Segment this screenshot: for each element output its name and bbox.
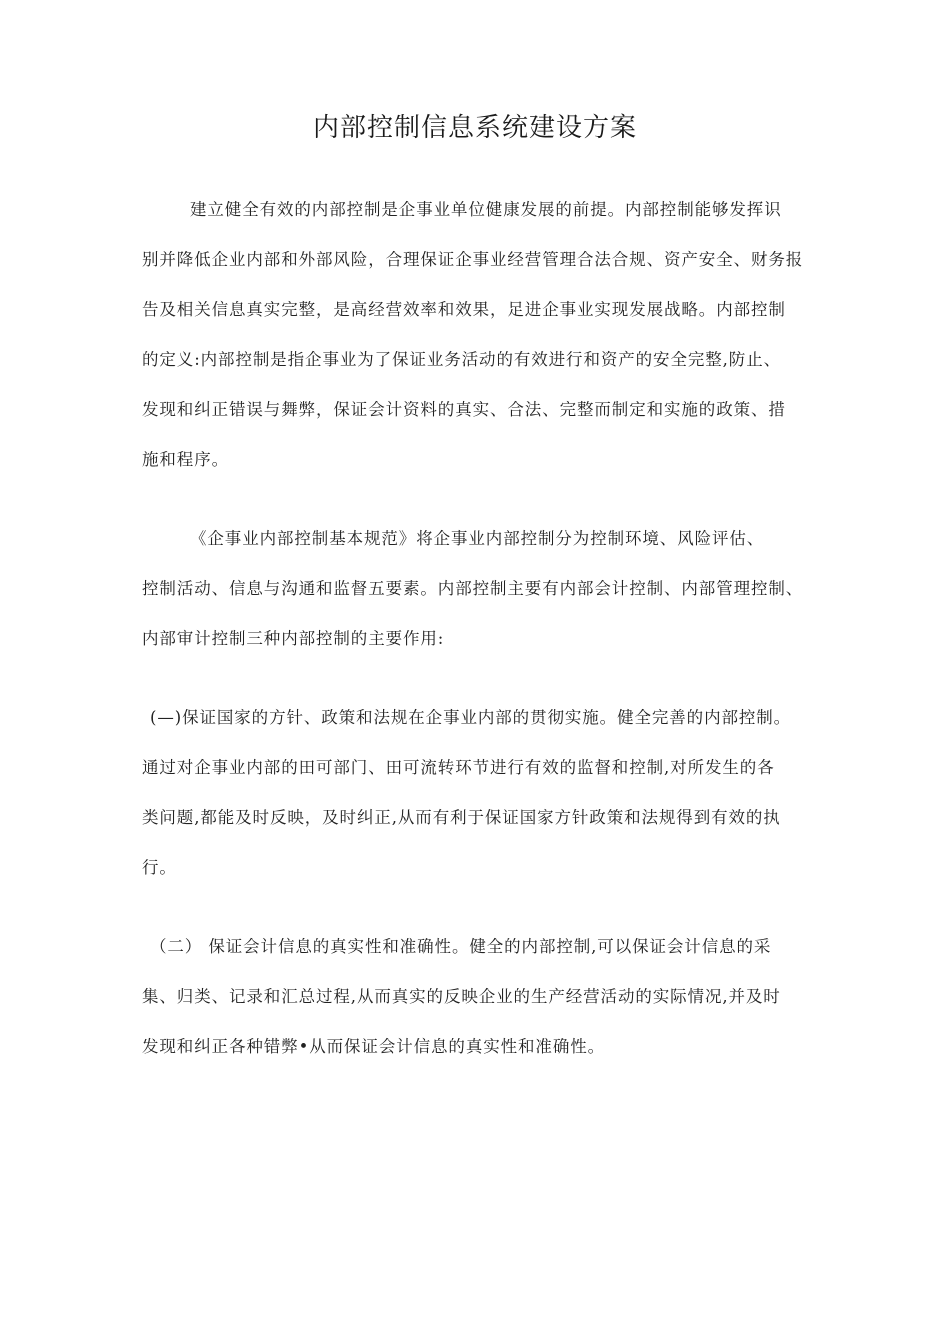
paragraph-3-line-4: 行。: [142, 858, 177, 877]
document-title: 内部控制信息系统建设方案: [312, 113, 637, 143]
paragraph-2-line-1: 《企事业内部控制基本规范》将企事业内部控制分为控制环境、风险评估、: [190, 529, 765, 548]
paragraph-2-line-3: 内部审计控制三种内部控制的主要作用:: [142, 629, 445, 648]
paragraph-4-line-2: 集、归类、记录和汇总过程,从而真实的反映企业的生产经营活动的实际情况,并及时: [142, 987, 781, 1006]
paragraph-3-line-2: 通过对企事业内部的田可部门、田可流转环节进行有效的监督和控制,对所发生的各: [142, 758, 775, 777]
paragraph-1-line-1: 建立健全有效的内部控制是企事业单位健康发展的前提。内部控制能够发挥识: [190, 200, 782, 219]
paragraph-1-line-2: 别并降低企业内部和外部风险，合理保证企事业经营管理合法合规、资产安全、财务报: [142, 250, 804, 269]
paragraph-4-line-3: 发现和纠正各种错弊•从而保证会计信息的真实性和准确性。: [142, 1037, 606, 1056]
paragraph-1-line-4: 的定义:内部控制是指企事业为了保证业务活动的有效进行和资产的安全完整,防止、: [142, 350, 782, 369]
paragraph-2-line-2: 控制活动、信息与沟通和监督五要素。内部控制主要有内部会计控制、内部管理控制、: [142, 579, 804, 598]
paragraph-3-line-1: (—)保证国家的方针、政策和法规在企事业内部的贯彻实施。健全完善的内部控制。: [150, 708, 792, 727]
paragraph-3-line-3: 类问题,都能及时反映，及时纠正,从而有利于保证国家方针政策和法规得到有效的执: [142, 808, 781, 827]
paragraph-1-line-5: 发现和纠正错误与舞弊，保证会计资料的真实、合法、完整而制定和实施的政策、措: [142, 400, 786, 419]
paragraph-1-line-3: 告及相关信息真实完整，是高经营效率和效果，足进企事业实现发展战略。内部控制: [142, 300, 786, 319]
paragraph-1-line-6: 施和程序。: [142, 450, 229, 469]
paragraph-4-line-1: （二） 保证会计信息的真实性和准确性。健全的内部控制,可以保证会计信息的采: [150, 937, 772, 956]
